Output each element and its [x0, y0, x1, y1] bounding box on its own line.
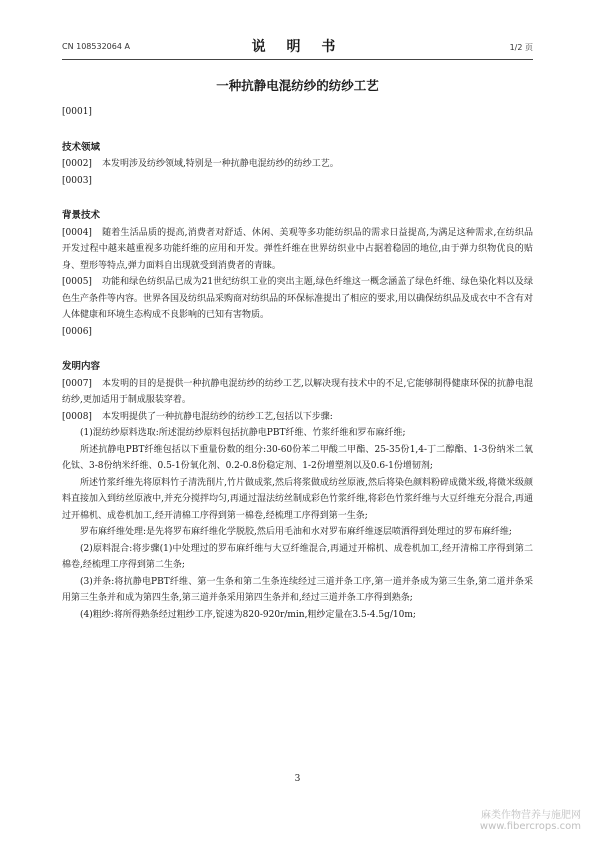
- section-heading-field: 技术领域: [62, 141, 101, 153]
- paragraph-number: [0006]: [62, 326, 92, 337]
- paragraph-text: 本发明涉及纺纱领域,特别是一种抗静电混纺纱的纺纱工艺。: [101, 159, 339, 169]
- section-heading-background: 背景技术: [62, 210, 101, 221]
- paragraph: [62, 156, 533, 173]
- paragraph-number: [0004]: [62, 227, 92, 238]
- paragraph: [62, 376, 533, 409]
- header-divider: [62, 59, 533, 60]
- step-1-apocynum-fiber: 罗布麻纤维处理:是先将罗布麻纤维化学脱胶,然后用毛油和水对罗布麻纤维逐层喷洒得到处理过的罗布麻纤维;: [80, 527, 512, 537]
- patent-number: CN 108532064 A: [62, 42, 130, 51]
- paragraph-number: [0007]: [62, 378, 92, 389]
- paragraph: [62, 274, 533, 324]
- step-1-pbt-composition: 所述抗静电PBT纤维包括以下重量份数的组分:30-60份苯二甲酸二甲酯、25-35份1,4-丁二醇酯、1-3份纳米二氧化钛、3-8份纳米纤维、0.5-1份氧化剂、0.2-0.8份稳定剂、1-2份增塑剂以及0.6-1份增韧剂;: [62, 444, 533, 471]
- section-heading-invention: 发明内容: [62, 361, 101, 372]
- paragraph-text: 随着生活品质的提高,消费者对舒适、休闲、美观等多功能纺织品的需求日益提高,为满足这种需求,在纺织品开发过程中越来越重视多功能纤维的应用和开发。弹性纤维在世界纺织业中占据着稳固的地位,由于弹力织物优良的贴身、塑形等特点,弹力面料自出现就受到消费者的青睐。: [62, 227, 533, 271]
- paragraph-number: [0005]: [62, 277, 92, 287]
- page-header: [62, 36, 533, 58]
- paragraph-text: 本发明提供了一种抗静电混纺纱的纺纱工艺,包括以下步骤:: [101, 411, 333, 422]
- invention-title: 一种抗静电混纺纱的纺纱工艺: [216, 78, 379, 93]
- page-counter: 1/2 页: [509, 43, 533, 52]
- document-body: [62, 104, 533, 623]
- step-1: (1)混纺纱原料选取:所述混纺纱原料包括抗静电PBT纤维、竹浆纤维和罗布麻纤维;: [80, 428, 406, 438]
- paragraph: [62, 409, 533, 426]
- paragraph-number: [0001]: [62, 107, 92, 117]
- step-1-bamboo-fiber: 所述竹浆纤维先将原料竹子清洗削片,竹片做成浆,然后将浆做成纺丝原液,然后将染色颜料粉碎成微米级,将微米级颜料直接加入到纺丝原液中,并充分搅拌均匀,再通过湿法纺丝制成彩色竹浆纤维,将彩色竹浆纤维与大豆纤维充分混合,再通过开棉机、成卷机加工,经开清棉工序得到第一棉卷,经梳理工序得到第一生条;: [62, 477, 533, 521]
- paragraph-number: [0003]: [62, 175, 92, 186]
- paragraph-number: [0008]: [62, 411, 92, 422]
- paragraph-text: 本发明的目的是提供一种抗静电混纺纱的纺纱工艺,以解决现有技术中的不足,它能够制得健康环保的抗静电混纺纱,更加适用于制成服装穿着。: [62, 378, 533, 405]
- watermark-url: www.fibercrops.com: [479, 821, 581, 832]
- paragraph: [62, 225, 533, 275]
- step-2: (2)原料混合:将步骤(1)中处理过的罗布麻纤维与大豆纤维混合,再通过开棉机、成卷机加工,经开清棉工序得到第二棉卷,经梳理工序得到第二生条;: [62, 543, 533, 570]
- step-3: (3)并条:将抗静电PBT纤维、第一生条和第二生条连续经过三道并条工序,第一道并条成为第三生条,第二道并条采用第三生条并和成为第四生条,第三道并条采用第四生条并和,经过三道并条工序得到熟条;: [62, 576, 533, 603]
- step-4: (4)粗纱:将所得熟条经过粗纱工序,锭速为820-920r/min,粗纱定量在3.5-4.5g/10m;: [80, 609, 416, 620]
- paragraph-text: 功能和绿色纺织品已成为21世纪纺织工业的突出主题,绿色纤维这一概念涵盖了绿色纤维、绿色染化料以及绿色生产条件等内容。世界各国及纺织品采购商对纺织品的环保标准提出了相应的要求,用以确保纺织品及成衣中不含有对人体健康和环境生态构成不良影响的已知有害物质。: [62, 277, 533, 320]
- paragraph-number: [0002]: [62, 159, 92, 169]
- watermark-site-name: 麻类作物营养与施肥网: [481, 810, 581, 821]
- page-number: 3: [294, 774, 301, 784]
- document-section-title: 说 明 书: [251, 39, 344, 55]
